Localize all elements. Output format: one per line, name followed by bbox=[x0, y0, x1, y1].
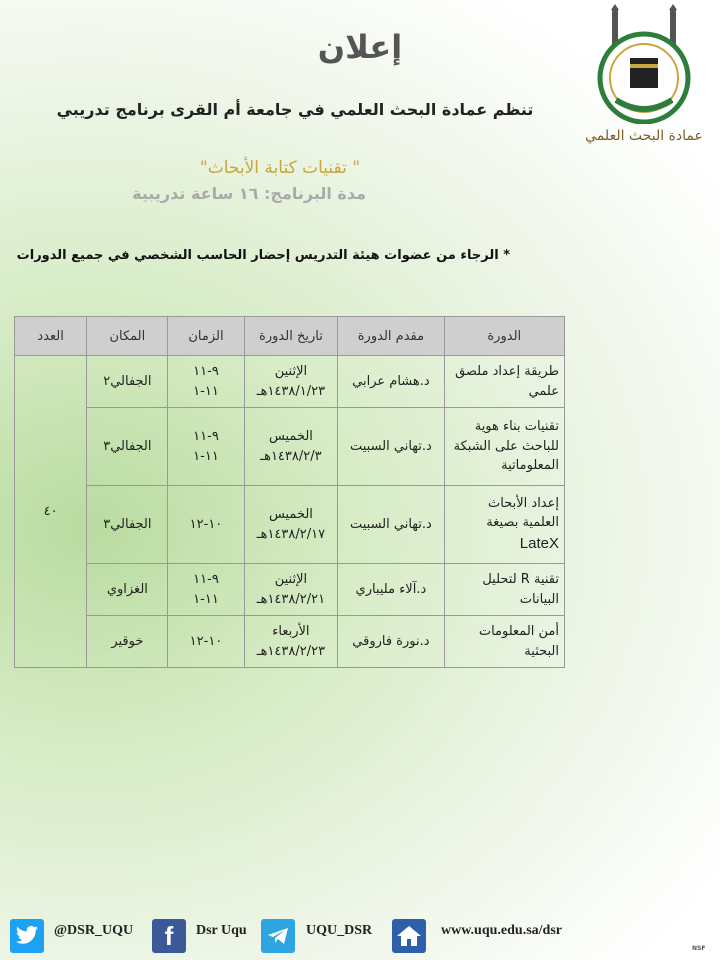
website-link[interactable]: www.uqu.edu.sa/dsr bbox=[441, 923, 562, 938]
table-header-row bbox=[15, 317, 565, 356]
header-place: المكان bbox=[87, 317, 168, 356]
page-title: إعلان bbox=[317, 28, 403, 66]
time-slot-1: ٩-١١ bbox=[193, 364, 219, 379]
footer bbox=[0, 915, 720, 960]
laptop-note: * الرجاء من عضوات هيئة التدريس إحضار الحاسب الشخصي في جميع الدورات bbox=[16, 248, 510, 263]
twitter-icon[interactable] bbox=[10, 919, 44, 953]
course-cell bbox=[444, 486, 564, 564]
day-text: الخميس bbox=[268, 429, 313, 444]
date-cell bbox=[244, 408, 338, 486]
course-cell: طريقة إعداد ملصق علمي bbox=[444, 356, 564, 408]
organizer-line: تنظم عمادة البحث العلمي في جامعة أم القرى برنامج تدريبي bbox=[56, 100, 534, 119]
courses-table bbox=[14, 316, 565, 668]
presenter-cell: د.تهاني السبيت bbox=[338, 486, 444, 564]
time-slot-1: ١٠-١٢ bbox=[189, 516, 223, 532]
course-cell: أمن المعلومات البحثية bbox=[444, 616, 564, 668]
date-text: ١٤٣٨/٢/٣هـ bbox=[260, 448, 322, 464]
table-row bbox=[15, 356, 565, 408]
telegram-icon[interactable] bbox=[261, 919, 295, 953]
program-name: " تقنيات كتابة الأبحاث" bbox=[199, 158, 361, 178]
program-duration: مدة البرنامج: ١٦ ساعة تدريبية bbox=[132, 184, 366, 203]
course-cell: تقنيات بناء هوية للباحث على الشبكة المعلوماتية bbox=[444, 408, 564, 486]
day-text: الإثنين bbox=[274, 364, 308, 379]
day-text: الأربعاء bbox=[272, 624, 310, 639]
time-slot-1: ٩-١١ bbox=[193, 572, 219, 587]
presenter-cell: د.تهاني السبيت bbox=[338, 408, 444, 486]
course-text: إعداد الأبحاث العلمية بصيغة bbox=[486, 495, 559, 531]
header-date: تاريخ الدورة bbox=[244, 317, 338, 356]
presenter-cell: د.آلاء مليباري bbox=[338, 564, 444, 616]
place-cell: الجفالي٣ bbox=[87, 486, 168, 564]
facebook-icon[interactable]: f bbox=[152, 919, 186, 953]
date-cell bbox=[244, 486, 338, 564]
place-cell: الجفالي٣ bbox=[87, 408, 168, 486]
time-cell bbox=[168, 356, 244, 408]
date-text: ١٤٣٨/٢/٢٣هـ bbox=[256, 643, 326, 659]
time-cell bbox=[168, 486, 244, 564]
time-cell bbox=[168, 408, 244, 486]
home-icon[interactable] bbox=[392, 919, 426, 953]
university-logo bbox=[596, 4, 692, 124]
place-cell: الجفالي٢ bbox=[87, 356, 168, 408]
facebook-handle[interactable]: Dsr Uqu bbox=[196, 923, 247, 938]
day-text: الخميس bbox=[268, 507, 313, 522]
time-cell bbox=[168, 564, 244, 616]
place-cell: خوقير bbox=[87, 616, 168, 668]
count-cell: ٤٠ bbox=[15, 356, 87, 668]
header-course: الدورة bbox=[444, 317, 564, 356]
table-row bbox=[15, 564, 565, 616]
time-slot-1: ٩-١١ bbox=[193, 429, 219, 444]
place-cell: الغزاوي bbox=[87, 564, 168, 616]
table-row bbox=[15, 486, 565, 564]
date-cell bbox=[244, 564, 338, 616]
time-slot-2: ١١-١ bbox=[193, 448, 219, 464]
time-cell bbox=[168, 616, 244, 668]
header-time: الزمان bbox=[168, 317, 244, 356]
latex-text: LateX bbox=[519, 534, 559, 552]
date-text: ١٤٣٨/٢/٢١هـ bbox=[256, 591, 326, 607]
twitter-handle[interactable]: @DSR_UQU bbox=[54, 923, 134, 938]
table-row bbox=[15, 616, 565, 668]
time-slot-2: ١١-١ bbox=[193, 591, 219, 607]
date-cell bbox=[244, 616, 338, 668]
table-row bbox=[15, 408, 565, 486]
time-slot-1: ١٠-١٢ bbox=[189, 633, 223, 649]
course-cell: تقنية R لتحليل البيانات bbox=[444, 564, 564, 616]
corner-mark: NSF bbox=[692, 945, 706, 952]
date-text: ١٤٣٨/١/٢٣هـ bbox=[256, 383, 326, 399]
date-cell bbox=[244, 356, 338, 408]
telegram-handle[interactable]: UQU_DSR bbox=[306, 923, 373, 938]
time-slot-2: ١١-١ bbox=[193, 383, 219, 399]
day-text: الإثنين bbox=[274, 572, 308, 587]
header-presenter: مقدم الدورة bbox=[338, 317, 444, 356]
date-text: ١٤٣٨/٢/١٧هـ bbox=[256, 526, 326, 542]
header-count: العدد bbox=[15, 317, 87, 356]
dept-name: عمادة البحث العلمي bbox=[585, 128, 703, 144]
presenter-cell: د.نورة فاروقي bbox=[338, 616, 444, 668]
presenter-cell: د.هشام عرابي bbox=[338, 356, 444, 408]
